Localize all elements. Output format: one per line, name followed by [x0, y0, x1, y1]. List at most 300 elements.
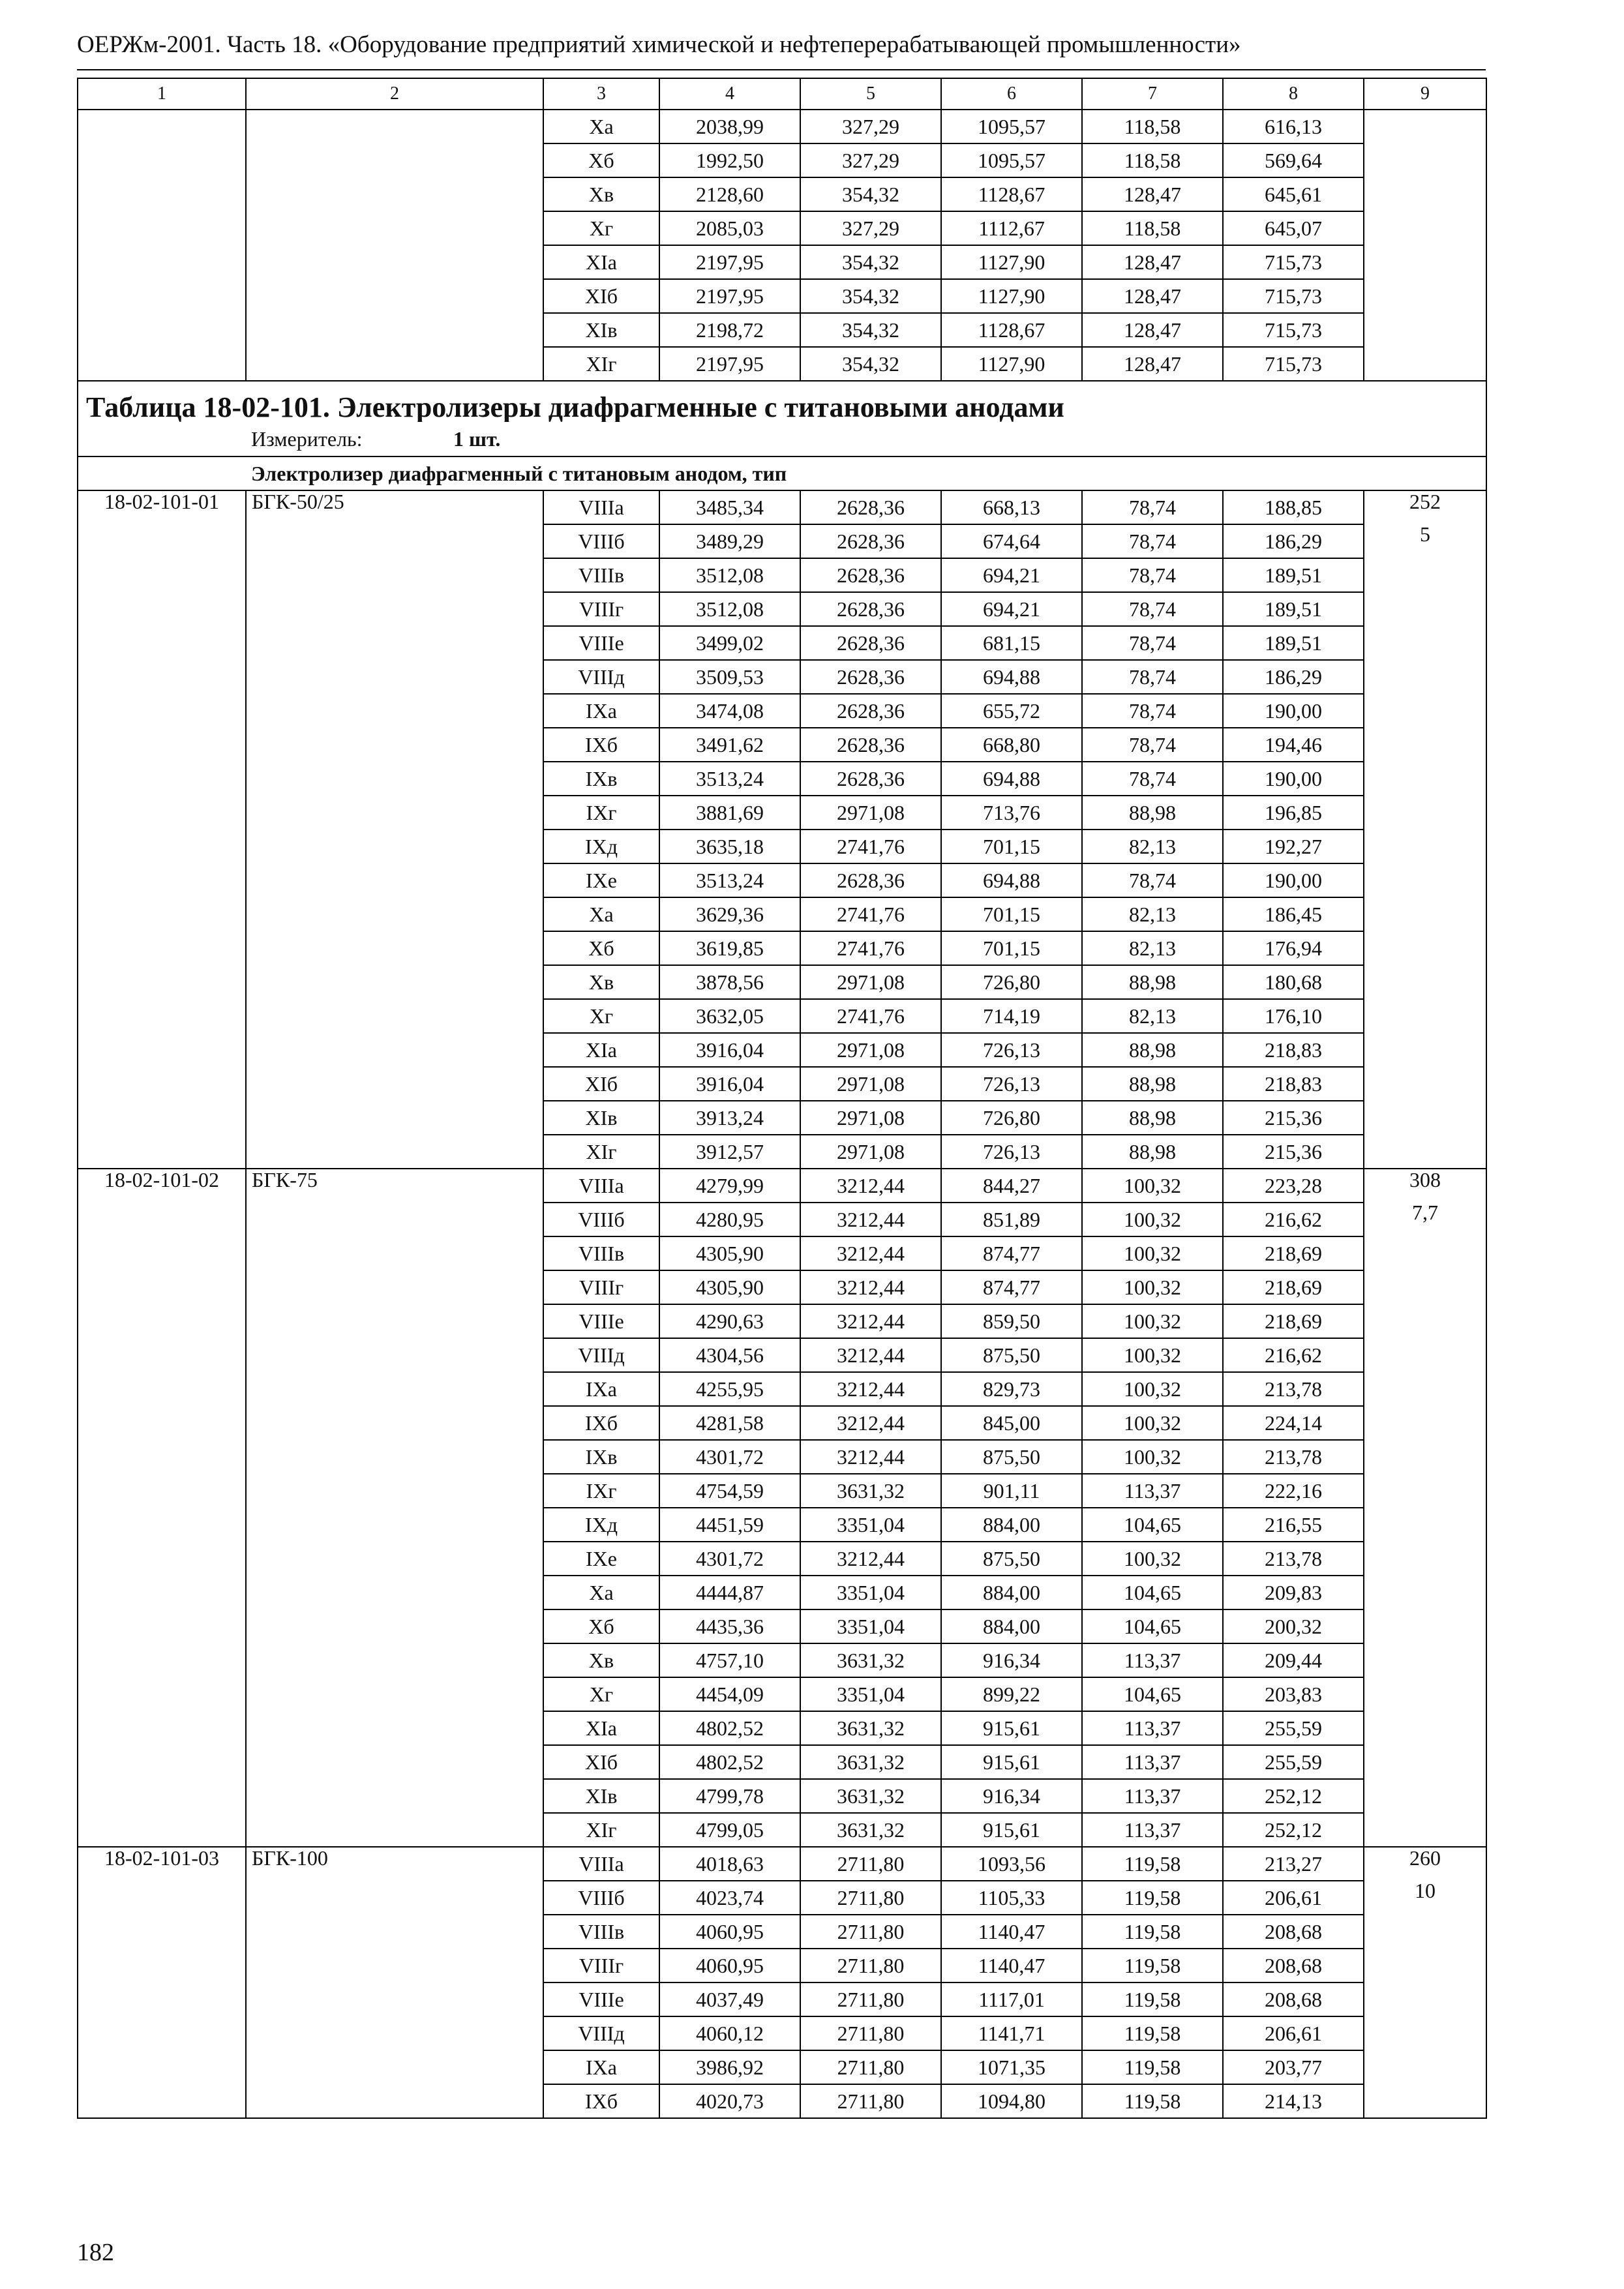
value-cell: 4020,73	[659, 2084, 800, 2118]
value-cell: 1127,90	[941, 245, 1082, 279]
type-cell: IXд	[543, 1508, 659, 1542]
page-number: 182	[77, 2239, 114, 2266]
value-cell: 875,50	[941, 1338, 1082, 1372]
value-cell: 916,34	[941, 1643, 1082, 1677]
item-name: БГК-50/25	[246, 490, 543, 1169]
value-cell: 4290,63	[659, 1304, 800, 1338]
column-number: 3	[543, 78, 659, 110]
type-cell: Xб	[543, 931, 659, 965]
table-row	[78, 1169, 1486, 1203]
value-cell: 206,61	[1223, 2016, 1364, 2050]
value-cell: 875,50	[941, 1440, 1082, 1474]
value-cell: 218,69	[1223, 1270, 1364, 1304]
type-cell: VIIIв	[543, 1236, 659, 1270]
value-cell: 694,88	[941, 863, 1082, 897]
value-cell: 354,32	[800, 177, 941, 211]
type-cell: IXг	[543, 796, 659, 830]
value-cell: 2741,76	[800, 999, 941, 1033]
value-cell: 113,37	[1082, 1474, 1223, 1508]
price-table	[77, 78, 1487, 2119]
value-cell: 674,64	[941, 524, 1082, 558]
value-cell: 78,74	[1082, 524, 1223, 558]
value-cell: 3912,57	[659, 1135, 800, 1169]
value-cell: 4454,09	[659, 1677, 800, 1711]
value-cell: 118,58	[1082, 110, 1223, 143]
value-cell: 192,27	[1223, 830, 1364, 863]
group-title: Электролизер диафрагменный с титановым анодом, тип	[78, 456, 1486, 490]
value-cell: 2741,76	[800, 897, 941, 931]
value-cell: 215,36	[1223, 1101, 1364, 1135]
value-cell: 915,61	[941, 1745, 1082, 1779]
column-number: 4	[659, 78, 800, 110]
value-cell: 2628,36	[800, 694, 941, 728]
value-cell: 119,58	[1082, 2050, 1223, 2084]
value-cell: 255,59	[1223, 1745, 1364, 1779]
value-cell: 119,58	[1082, 2084, 1223, 2118]
type-cell: VIIIв	[543, 558, 659, 592]
value-cell: 655,72	[941, 694, 1082, 728]
type-cell: XIб	[543, 1067, 659, 1101]
value-cell: 3513,24	[659, 863, 800, 897]
value-cell: 190,00	[1223, 694, 1364, 728]
value-cell: 4305,90	[659, 1236, 800, 1270]
value-cell: 2085,03	[659, 211, 800, 245]
value-cell: 2711,80	[800, 2050, 941, 2084]
value-cell: 3913,24	[659, 1101, 800, 1135]
value-cell: 78,74	[1082, 558, 1223, 592]
value-cell: 1093,56	[941, 1847, 1082, 1881]
value-cell: 216,62	[1223, 1338, 1364, 1372]
value-cell: 645,61	[1223, 177, 1364, 211]
value-cell: 100,32	[1082, 1236, 1223, 1270]
value-cell: 2741,76	[800, 931, 941, 965]
value-cell: 3212,44	[800, 1304, 941, 1338]
value-cell: 100,32	[1082, 1270, 1223, 1304]
type-cell: IXб	[543, 2084, 659, 2118]
value-cell: 2628,36	[800, 863, 941, 897]
value-cell: 119,58	[1082, 1982, 1223, 2016]
value-cell: 1141,71	[941, 2016, 1082, 2050]
value-cell: 2128,60	[659, 177, 800, 211]
value-cell: 4060,95	[659, 1915, 800, 1949]
value-cell: 4799,78	[659, 1779, 800, 1813]
column-number: 5	[800, 78, 941, 110]
type-cell: XIа	[543, 1711, 659, 1745]
value-cell: 78,74	[1082, 694, 1223, 728]
value-cell: 118,58	[1082, 211, 1223, 245]
value-cell: 2741,76	[800, 830, 941, 863]
value-cell: 2971,08	[800, 1067, 941, 1101]
type-cell: VIIIг	[543, 1949, 659, 1982]
value-cell: 2711,80	[800, 1949, 941, 1982]
value-cell: 701,15	[941, 931, 1082, 965]
value-cell: 186,29	[1223, 660, 1364, 694]
value-cell: 829,73	[941, 1372, 1082, 1406]
value-cell: 100,32	[1082, 1338, 1223, 1372]
value-cell: 701,15	[941, 830, 1082, 863]
value-cell: 1127,90	[941, 279, 1082, 313]
type-cell: XIг	[543, 1135, 659, 1169]
value-cell: 844,27	[941, 1169, 1082, 1203]
type-cell: Xг	[543, 211, 659, 245]
value-cell: 82,13	[1082, 999, 1223, 1033]
type-cell: VIIIб	[543, 1203, 659, 1236]
value-cell: 1105,33	[941, 1881, 1082, 1915]
value-cell: 218,69	[1223, 1236, 1364, 1270]
value-cell: 3351,04	[800, 1609, 941, 1643]
value-cell: 119,58	[1082, 2016, 1223, 2050]
type-cell: XIг	[543, 347, 659, 381]
value-cell: 104,65	[1082, 1576, 1223, 1609]
value-cell: 3512,08	[659, 558, 800, 592]
document-header: ОЕРЖм-2001. Часть 18. «Оборудование предприятий химической и нефтеперерабатывающей промышленности»	[77, 31, 1241, 58]
type-cell: XIа	[543, 1033, 659, 1067]
value-cell: 851,89	[941, 1203, 1082, 1236]
value-cell: 694,88	[941, 762, 1082, 796]
type-cell: Xа	[543, 1576, 659, 1609]
type-cell: VIIIг	[543, 1270, 659, 1304]
value-cell: 100,32	[1082, 1440, 1223, 1474]
value-cell: 4802,52	[659, 1711, 800, 1745]
value-cell: 208,68	[1223, 1915, 1364, 1949]
value-cell: 915,61	[941, 1813, 1082, 1847]
type-cell: Xв	[543, 177, 659, 211]
item-name: БГК-100	[246, 1847, 543, 2118]
value-cell: 4435,36	[659, 1609, 800, 1643]
value-cell: 899,22	[941, 1677, 1082, 1711]
value-cell: 119,58	[1082, 1949, 1223, 1982]
value-cell: 916,34	[941, 1779, 1082, 1813]
column-number: 9	[1364, 78, 1486, 110]
value-cell: 681,15	[941, 626, 1082, 660]
type-cell: IXб	[543, 728, 659, 762]
value-cell: 82,13	[1082, 931, 1223, 965]
value-cell: 3513,24	[659, 762, 800, 796]
type-cell: Xг	[543, 999, 659, 1033]
value-cell: 78,74	[1082, 626, 1223, 660]
value-cell: 354,32	[800, 313, 941, 347]
value-cell: 668,80	[941, 728, 1082, 762]
value-cell: 88,98	[1082, 796, 1223, 830]
measure-value: 1 шт.	[453, 427, 501, 451]
type-cell: Xб	[543, 143, 659, 177]
value-cell: 113,37	[1082, 1779, 1223, 1813]
type-cell: VIIIе	[543, 1982, 659, 2016]
value-cell: 88,98	[1082, 1135, 1223, 1169]
value-cell: 3916,04	[659, 1033, 800, 1067]
value-cell: 206,61	[1223, 1881, 1364, 1915]
value-cell: 78,74	[1082, 863, 1223, 897]
type-cell: VIIIб	[543, 524, 659, 558]
empty-cell	[1364, 110, 1486, 381]
value-cell: 715,73	[1223, 313, 1364, 347]
value-cell: 203,77	[1223, 2050, 1364, 2084]
type-cell: IXг	[543, 1474, 659, 1508]
value-cell: 884,00	[941, 1576, 1082, 1609]
value-cell: 3212,44	[800, 1372, 941, 1406]
value-cell: 4255,95	[659, 1372, 800, 1406]
value-cell: 180,68	[1223, 965, 1364, 999]
value-cell: 252,12	[1223, 1779, 1364, 1813]
value-cell: 884,00	[941, 1609, 1082, 1643]
value-cell: 88,98	[1082, 1101, 1223, 1135]
type-cell: VIIIа	[543, 490, 659, 524]
group-title-row	[78, 456, 1486, 490]
value-cell: 726,13	[941, 1033, 1082, 1067]
value-cell: 208,68	[1223, 1949, 1364, 1982]
value-cell: 2628,36	[800, 558, 941, 592]
value-cell: 4037,49	[659, 1982, 800, 2016]
value-cell: 2711,80	[800, 2016, 941, 2050]
value-cell: 218,83	[1223, 1067, 1364, 1101]
value-cell: 1095,57	[941, 110, 1082, 143]
value-cell: 2628,36	[800, 490, 941, 524]
value-cell: 78,74	[1082, 660, 1223, 694]
value-cell: 1140,47	[941, 1915, 1082, 1949]
value-cell: 2971,08	[800, 1033, 941, 1067]
value-cell: 104,65	[1082, 1677, 1223, 1711]
value-cell: 714,19	[941, 999, 1082, 1033]
unit-value: 10	[1415, 1879, 1436, 1902]
unit-cell	[1364, 1169, 1486, 1847]
type-cell: IXв	[543, 1440, 659, 1474]
value-cell: 4301,72	[659, 1440, 800, 1474]
value-cell: 2628,36	[800, 762, 941, 796]
value-cell: 2711,80	[800, 1881, 941, 1915]
value-cell: 3619,85	[659, 931, 800, 965]
value-cell: 189,51	[1223, 558, 1364, 592]
value-cell: 4444,87	[659, 1576, 800, 1609]
value-cell: 88,98	[1082, 965, 1223, 999]
type-cell: XIв	[543, 1779, 659, 1813]
value-cell: 3512,08	[659, 592, 800, 626]
item-name: БГК-75	[246, 1169, 543, 1847]
value-cell: 189,51	[1223, 626, 1364, 660]
value-cell: 901,11	[941, 1474, 1082, 1508]
value-cell: 213,78	[1223, 1372, 1364, 1406]
value-cell: 354,32	[800, 347, 941, 381]
value-cell: 2038,99	[659, 110, 800, 143]
value-cell: 4451,59	[659, 1508, 800, 1542]
value-cell: 3631,32	[800, 1643, 941, 1677]
column-number: 1	[78, 78, 246, 110]
unit-cell	[1364, 490, 1486, 1169]
value-cell: 82,13	[1082, 897, 1223, 931]
value-cell: 113,37	[1082, 1643, 1223, 1677]
value-cell: 4023,74	[659, 1881, 800, 1915]
value-cell: 3212,44	[800, 1406, 941, 1440]
value-cell: 875,50	[941, 1542, 1082, 1576]
value-cell: 4060,12	[659, 2016, 800, 2050]
value-cell: 3212,44	[800, 1203, 941, 1236]
value-cell: 213,78	[1223, 1542, 1364, 1576]
value-cell: 4757,10	[659, 1643, 800, 1677]
type-cell: XIа	[543, 245, 659, 279]
value-cell: 2197,95	[659, 347, 800, 381]
value-cell: 4279,99	[659, 1169, 800, 1203]
value-cell: 3212,44	[800, 1169, 941, 1203]
value-cell: 189,51	[1223, 592, 1364, 626]
type-cell: XIг	[543, 1813, 659, 1847]
type-cell: VIIIа	[543, 1847, 659, 1881]
type-cell: VIIIд	[543, 2016, 659, 2050]
value-cell: 2197,95	[659, 245, 800, 279]
value-cell: 100,32	[1082, 1542, 1223, 1576]
type-cell: VIIIе	[543, 1304, 659, 1338]
value-cell: 327,29	[800, 211, 941, 245]
value-cell: 2628,36	[800, 626, 941, 660]
value-cell: 3485,34	[659, 490, 800, 524]
value-cell: 3881,69	[659, 796, 800, 830]
value-cell: 645,07	[1223, 211, 1364, 245]
value-cell: 859,50	[941, 1304, 1082, 1338]
value-cell: 113,37	[1082, 1813, 1223, 1847]
value-cell: 3878,56	[659, 965, 800, 999]
value-cell: 119,58	[1082, 1915, 1223, 1949]
value-cell: 128,47	[1082, 245, 1223, 279]
type-cell: VIIIд	[543, 660, 659, 694]
measure-label: Измеритель:	[251, 427, 363, 451]
value-cell: 223,28	[1223, 1169, 1364, 1203]
value-cell: 3212,44	[800, 1236, 941, 1270]
value-cell: 2628,36	[800, 592, 941, 626]
value-cell: 200,32	[1223, 1609, 1364, 1643]
value-cell: 3351,04	[800, 1576, 941, 1609]
header-rule	[77, 69, 1486, 70]
value-cell: 701,15	[941, 897, 1082, 931]
item-code: 18-02-101-02	[78, 1169, 246, 1847]
value-cell: 100,32	[1082, 1372, 1223, 1406]
value-cell: 1128,67	[941, 177, 1082, 211]
unit-value: 260	[1409, 1847, 1441, 1870]
value-cell: 100,32	[1082, 1169, 1223, 1203]
value-cell: 196,85	[1223, 796, 1364, 830]
table-title: Таблица 18-02-101. Электролизеры диафрагменные с титановыми анодами	[78, 381, 1486, 422]
value-cell: 3212,44	[800, 1542, 941, 1576]
value-cell: 224,14	[1223, 1406, 1364, 1440]
value-cell: 3635,18	[659, 830, 800, 863]
value-cell: 100,32	[1082, 1406, 1223, 1440]
value-cell: 215,36	[1223, 1135, 1364, 1169]
column-number: 2	[246, 78, 543, 110]
value-cell: 915,61	[941, 1711, 1082, 1745]
value-cell: 3631,32	[800, 1474, 941, 1508]
value-cell: 668,13	[941, 490, 1082, 524]
unit-value: 5	[1420, 522, 1430, 546]
measure-cell	[78, 422, 1486, 456]
value-cell: 88,98	[1082, 1033, 1223, 1067]
value-cell: 82,13	[1082, 830, 1223, 863]
value-cell: 213,27	[1223, 1847, 1364, 1881]
value-cell: 118,58	[1082, 143, 1223, 177]
value-cell: 694,88	[941, 660, 1082, 694]
value-cell: 176,10	[1223, 999, 1364, 1033]
value-cell: 128,47	[1082, 313, 1223, 347]
value-cell: 4301,72	[659, 1542, 800, 1576]
value-cell: 694,21	[941, 558, 1082, 592]
value-cell: 188,85	[1223, 490, 1364, 524]
value-cell: 3631,32	[800, 1813, 941, 1847]
value-cell: 3631,32	[800, 1745, 941, 1779]
table-title-row	[78, 381, 1486, 422]
type-cell: IXб	[543, 1406, 659, 1440]
value-cell: 3632,05	[659, 999, 800, 1033]
table-body	[78, 78, 1486, 2118]
value-cell: 78,74	[1082, 592, 1223, 626]
value-cell: 216,55	[1223, 1508, 1364, 1542]
value-cell: 213,78	[1223, 1440, 1364, 1474]
column-number: 6	[941, 78, 1082, 110]
type-cell: IXе	[543, 1542, 659, 1576]
type-cell: IXа	[543, 2050, 659, 2084]
type-cell: IXа	[543, 694, 659, 728]
value-cell: 2711,80	[800, 1982, 941, 2016]
value-cell: 3351,04	[800, 1677, 941, 1711]
value-cell: 128,47	[1082, 347, 1223, 381]
value-cell: 186,45	[1223, 897, 1364, 931]
value-cell: 113,37	[1082, 1711, 1223, 1745]
value-cell: 1094,80	[941, 2084, 1082, 2118]
value-cell: 2971,08	[800, 796, 941, 830]
value-cell: 3212,44	[800, 1270, 941, 1304]
value-cell: 4304,56	[659, 1338, 800, 1372]
value-cell: 186,29	[1223, 524, 1364, 558]
unit-value: 252	[1409, 490, 1441, 513]
type-cell: XIв	[543, 313, 659, 347]
value-cell: 1117,01	[941, 1982, 1082, 2016]
value-cell: 119,58	[1082, 1881, 1223, 1915]
value-cell: 4754,59	[659, 1474, 800, 1508]
type-cell: XIв	[543, 1101, 659, 1135]
value-cell: 845,00	[941, 1406, 1082, 1440]
type-cell: Xв	[543, 1643, 659, 1677]
empty-cell	[78, 110, 246, 381]
value-cell: 3212,44	[800, 1440, 941, 1474]
type-cell: XIб	[543, 1745, 659, 1779]
value-cell: 874,77	[941, 1236, 1082, 1270]
value-cell: 2628,36	[800, 660, 941, 694]
value-cell: 119,58	[1082, 1847, 1223, 1881]
value-cell: 726,13	[941, 1135, 1082, 1169]
value-cell: 726,80	[941, 965, 1082, 999]
value-cell: 218,69	[1223, 1304, 1364, 1338]
value-cell: 2711,80	[800, 2084, 941, 2118]
value-cell: 1140,47	[941, 1949, 1082, 1982]
value-cell: 4280,95	[659, 1203, 800, 1236]
unit-cell	[1364, 1847, 1486, 2118]
value-cell: 327,29	[800, 143, 941, 177]
type-cell: IXв	[543, 762, 659, 796]
column-number: 7	[1082, 78, 1223, 110]
value-cell: 354,32	[800, 245, 941, 279]
value-cell: 128,47	[1082, 177, 1223, 211]
value-cell: 3491,62	[659, 728, 800, 762]
value-cell: 88,98	[1082, 1067, 1223, 1101]
value-cell: 100,32	[1082, 1203, 1223, 1236]
value-cell: 2628,36	[800, 524, 941, 558]
value-cell: 3631,32	[800, 1779, 941, 1813]
table-row	[78, 110, 1486, 143]
value-cell: 214,13	[1223, 2084, 1364, 2118]
type-cell: IXд	[543, 830, 659, 863]
type-cell: Xв	[543, 965, 659, 999]
value-cell: 3631,32	[800, 1711, 941, 1745]
value-cell: 2197,95	[659, 279, 800, 313]
value-cell: 1071,35	[941, 2050, 1082, 2084]
value-cell: 4018,63	[659, 1847, 800, 1881]
value-cell: 252,12	[1223, 1813, 1364, 1847]
type-cell: IXе	[543, 863, 659, 897]
